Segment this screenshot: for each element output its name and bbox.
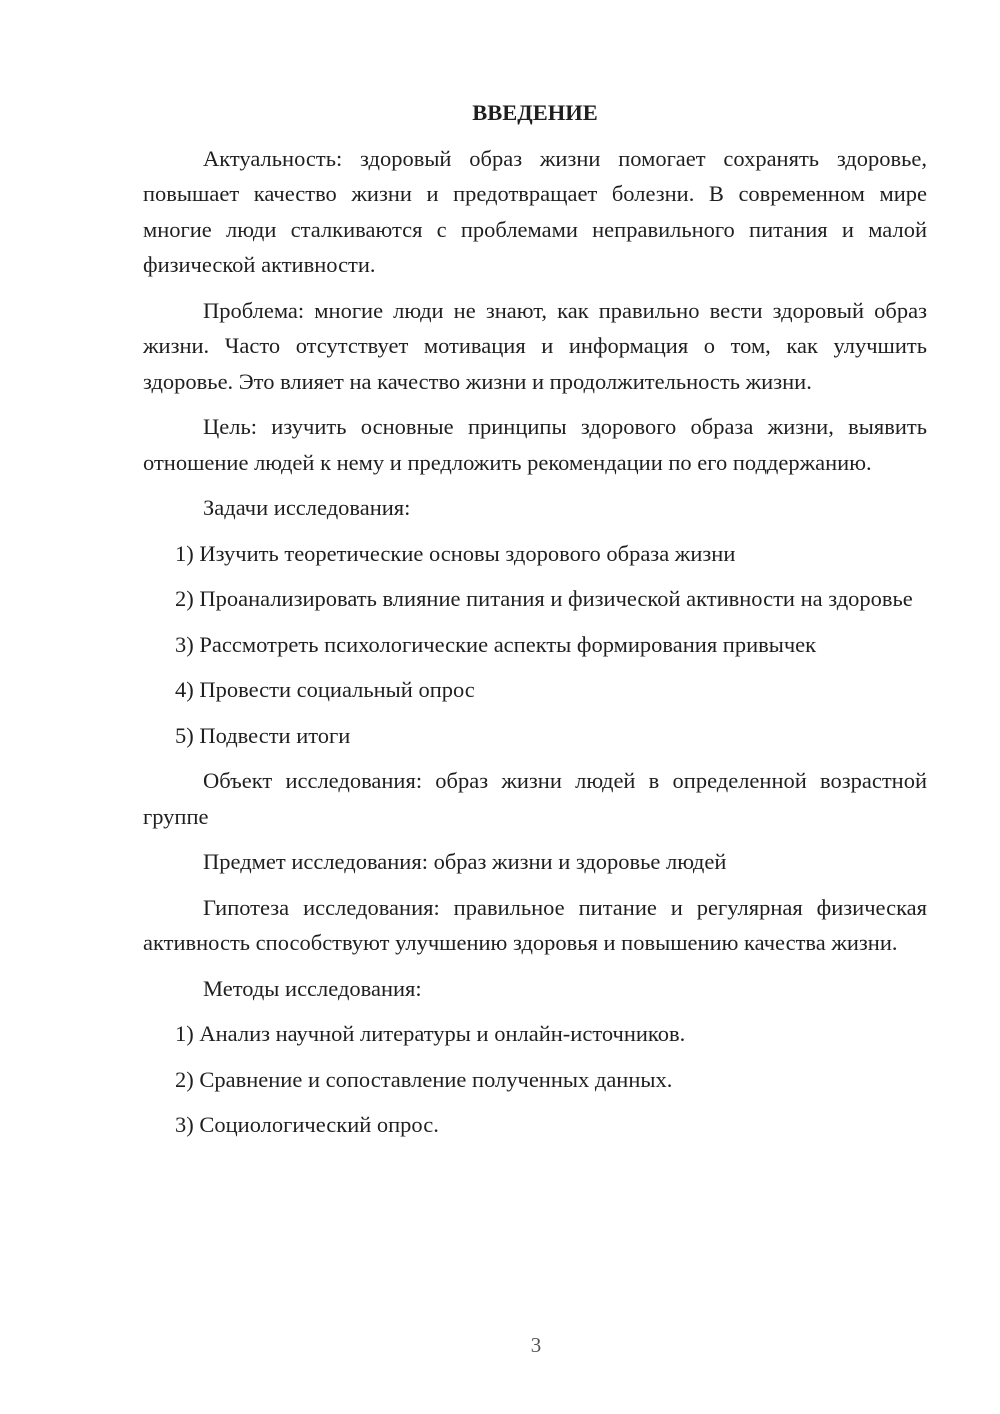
paragraph-subject: Предмет исследования: образ жизни и здоровье людей (203, 849, 727, 874)
method-item-3: 3) Социологический опрос. (175, 1112, 439, 1137)
paragraph-goal: Цель: изучить основные принципы здорового образа жизни, выявить отношение людей к нему и предложить рекомендации по его поддержанию. (143, 414, 927, 475)
page-number: 3 (530, 1333, 542, 1357)
section-title: ВВЕДЕНИЕ (472, 100, 598, 125)
task-item-2: 2) Проанализировать влияние питания и физической активности на здоровье (175, 586, 913, 611)
paragraph-problem: Проблема: многие люди не знают, как правильно вести здоровый образ жизни. Часто отсутствует мотивация и информация о том, как улучшить здоровье. Это влияет на качество жизни и продолжительность жизни. (143, 297, 927, 394)
paragraph-methods-heading: Методы исследования: (203, 975, 422, 1001)
paragraph-object: Объект исследования: образ жизни людей в определенной возрастной группе (143, 768, 927, 829)
task-item-5: 5) Подвести итоги (175, 722, 351, 748)
method-item-1: 1) Анализ научной литературы и онлайн-источников. (175, 1021, 686, 1046)
method-item-2: 2) Сравнение и сопоставление полученных данных. (175, 1066, 673, 1092)
paragraph-hypothesis: Гипотеза исследования: правильное питание и регулярная физическая активность способствуют улучшению здоровья и повышению качества жизни. (143, 894, 927, 955)
task-item-1: 1) Изучить теоретические основы здорового образа жизни (175, 540, 736, 566)
paragraph-tasks-heading: Задачи исследования: (203, 495, 411, 520)
task-item-4: 4) Провести социальный опрос (175, 677, 475, 702)
document-body (143, 95, 927, 1153)
task-item-3: 3) Рассмотреть психологические аспекты формирования привычек (175, 631, 817, 657)
paragraph-relevance: Актуальность: здоровый образ жизни помогает сохранять здоровье, повышает качество жизни и предотвращает болезни. В современном мире многие люди сталкиваются с проблемами неправильного питания и малой физической активности. (143, 145, 927, 277)
